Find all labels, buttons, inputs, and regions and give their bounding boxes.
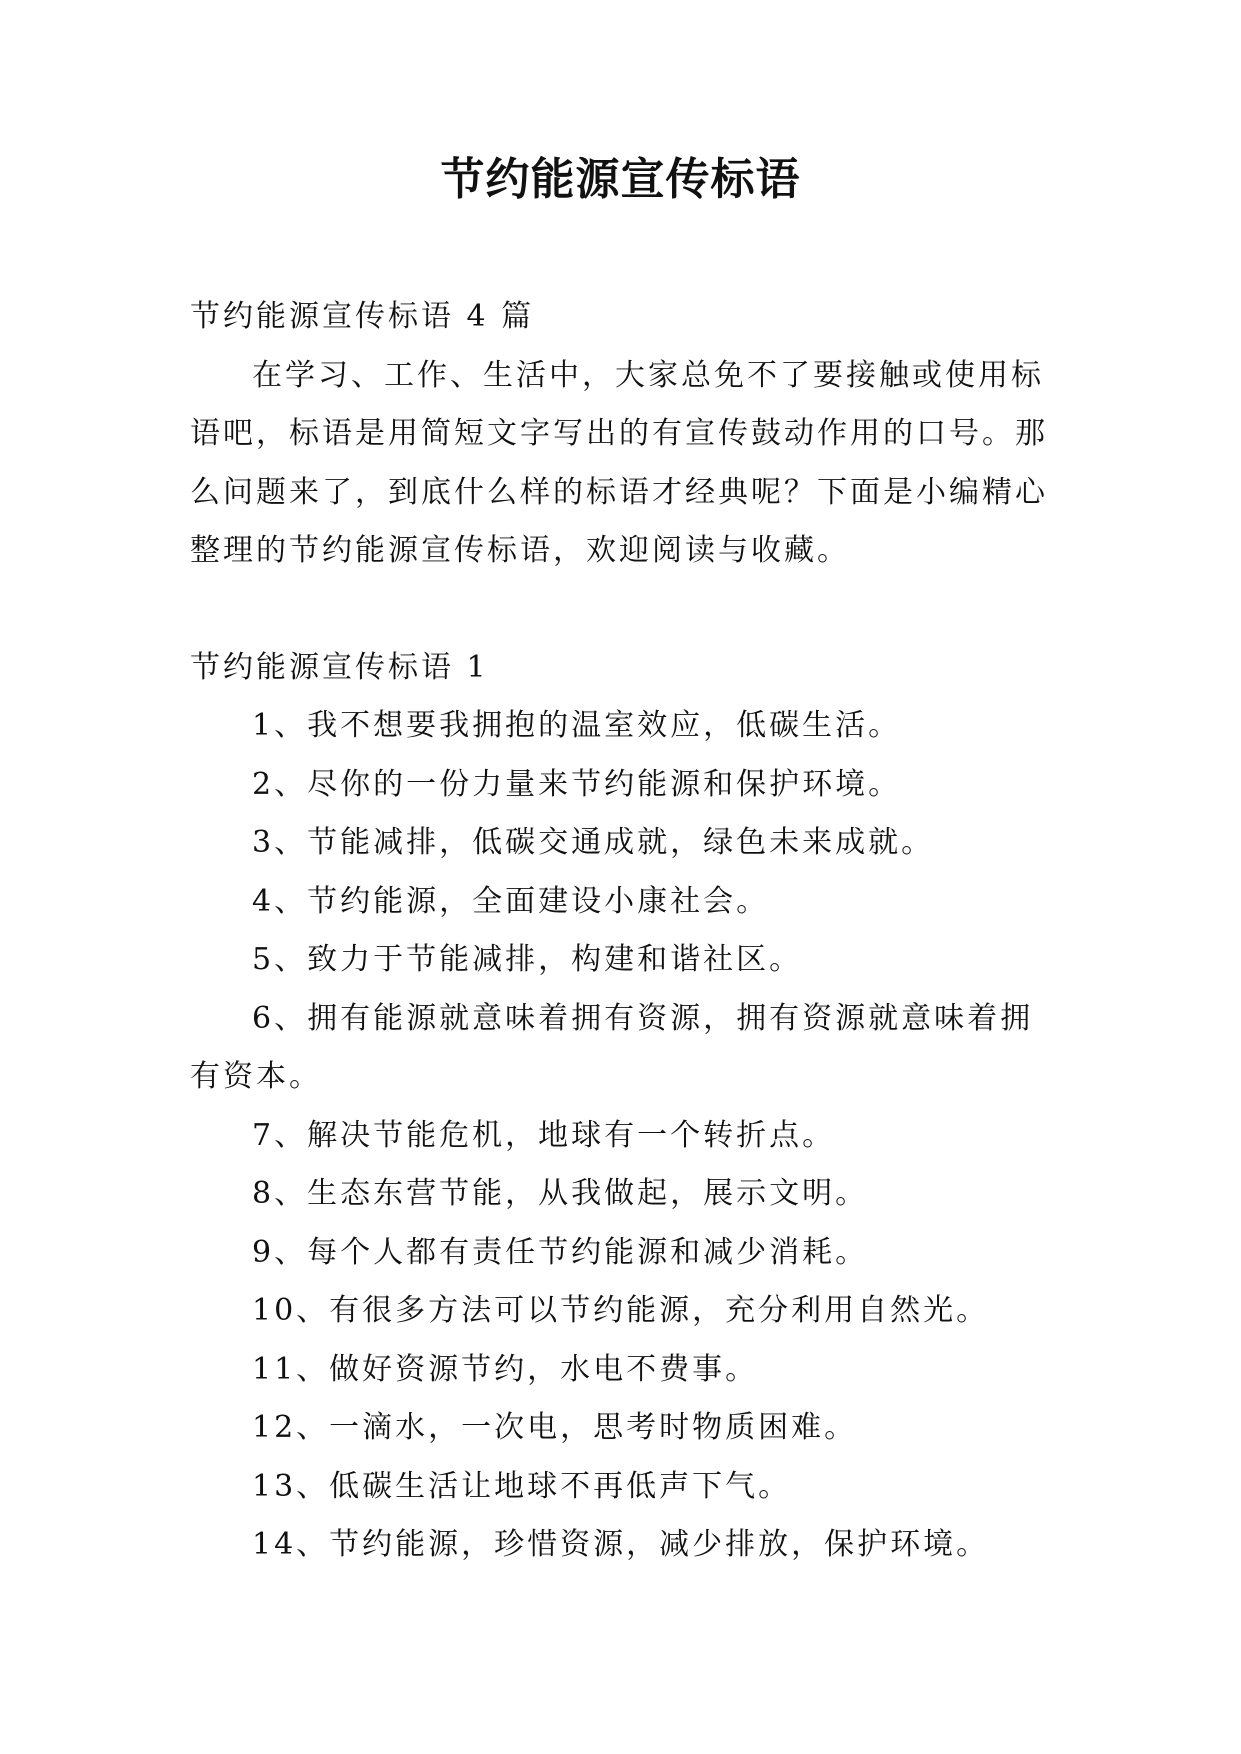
slogan-item: 6、拥有能源就意味着拥有资源，拥有资源就意味着拥有资本。 — [190, 1000, 1034, 1094]
section-heading: 节约能源宣传标语 1 — [190, 649, 489, 685]
document-title: 节约能源宣传标语 — [440, 154, 801, 205]
slogan-item: 4、节约能源，全面建设小康社会。 — [252, 883, 770, 919]
paragraph-spacer — [190, 581, 1060, 639]
subtitle: 节约能源宣传标语 4 篇 — [190, 299, 535, 334]
slogan-item: 2、尽你的一份力量来节约能源和保护环境。 — [252, 766, 902, 802]
slogan-item: 7、解决节能危机，地球有一个转折点。 — [252, 1117, 836, 1153]
slogan-item: 14、节约能源，珍惜资源，减少排放，保护环境。 — [252, 1527, 990, 1562]
document-body — [190, 288, 1060, 1575]
slogan-item: 1、我不想要我拥抱的温室效应，低碳生活。 — [252, 708, 902, 743]
slogan-item: 11、做好资源节约，水电不费事。 — [252, 1351, 759, 1387]
slogan-item: 13、低碳生活让地球不再低声下气。 — [252, 1468, 792, 1504]
slogan-item: 12、一滴水，一次电，思考时物质困难。 — [252, 1410, 858, 1445]
slogan-item: 3、节能减排，低碳交通成就，绿色未来成就。 — [252, 825, 935, 860]
slogan-item: 8、生态东营节能，从我做起，展示文明。 — [252, 1176, 869, 1211]
intro-paragraph: 在学习、工作、生活中，大家总免不了要接触或使用标语吧，标语是用简短文字写出的有宣传鼓动作用的口号。那么问题来了，到底什么样的标语才经典呢？下面是小编精心整理的节约能源宣传标语，欢迎阅读与收藏。 — [190, 357, 1048, 568]
slogan-item: 5、致力于节能减排，构建和谐社区。 — [252, 942, 803, 977]
slogan-item: 10、有很多方法可以节约能源，充分利用自然光。 — [252, 1293, 990, 1328]
slogan-item: 9、每个人都有责任节约能源和减少消耗。 — [252, 1234, 869, 1270]
